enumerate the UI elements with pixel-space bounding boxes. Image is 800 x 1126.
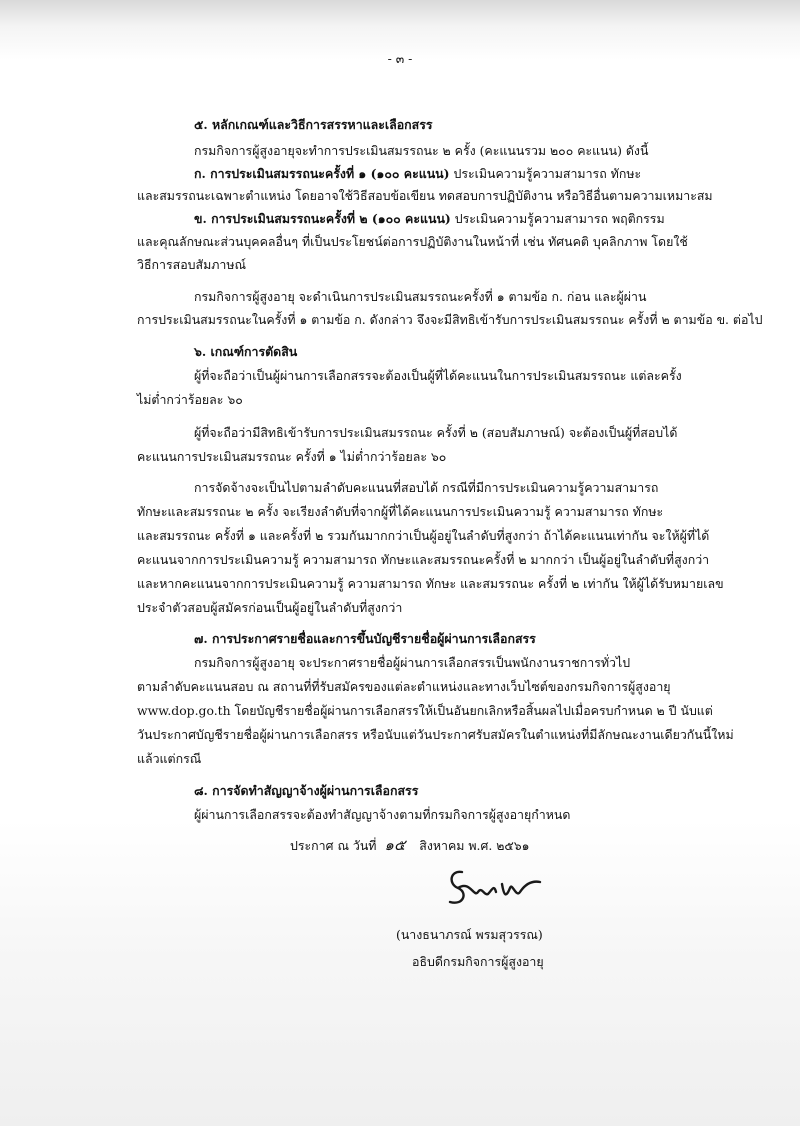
section-6-para3-line2: ทักษะและสมรรถนะ ๒ ครั้ง จะเรียงลำดับที่จากผู้ที่ได้คะแนนการประเมินความรู้ ความสามารถ ทักษะ: [137, 504, 664, 519]
section-6-para3-line4: คะแนนจากการประเมินความรู้ ความสามารถ ทักษะและสมรรถนะครั้งที่ ๒ มากกว่า เป็นผู้อยู่ในลำดับที่สูงกว่า: [137, 552, 710, 567]
signatory-title: อธิบดีกรมกิจการผู้สูงอายุ: [412, 954, 544, 969]
page-number: - ๓ -: [387, 51, 413, 66]
section-6-para2-line2: คะแนนการประเมินสมรรถนะ ครั้งที่ ๑ ไม่ต่ำกว่าร้อยละ ๖๐: [137, 449, 447, 464]
section-7-heading: ๗. การประกาศรายชื่อและการขึ้นบัญชีรายชื่อผู้ผ่านการเลือกสรร: [194, 631, 536, 646]
section-5-item-a: [194, 165, 641, 183]
section-6-para3-line1: การจัดจ้างจะเป็นไปตามลำดับคะแนนที่สอบได้ กรณีที่มีการประเมินความรู้ความสามารถ: [194, 480, 659, 495]
section-6-para2-line1: ผู้ที่จะถือว่ามีสิทธิเข้ารับการประเมินสมรรถนะ ครั้งที่ ๒ (สอบสัมภาษณ์) จะต้องเป็นผู้ที่สอบได้: [194, 425, 678, 440]
scan-shadow-bottom: [0, 820, 800, 1126]
section-6-para3-line3: และสมรรถนะ ครั้งที่ ๑ และครั้งที่ ๒ รวมกันมากกว่าเป็นผู้อยู่ในลำดับที่สูงกว่า ถ้าได้คะแนนเท่ากัน จะให้ผู้ที่ได้: [137, 528, 710, 543]
announcement-date: [290, 836, 530, 855]
section-5-heading: ๕. หลักเกณฑ์และวิธีการสรรหาและเลือกสรร: [194, 117, 433, 132]
signatory-name: (นางธนาภรณ์ พรมสุวรรณ): [396, 927, 543, 942]
section-7-line3: www.dop.go.th โดยบัญชีรายชื่อผู้ผ่านการเลือกสรรให้เป็นอันยกเลิกหรือสิ้นผลไปเมื่อครบกำหนด ๒ ปี นับแต่: [137, 703, 713, 718]
section-7-line2: ตามลำดับคะแนนสอบ ณ สถานที่ที่รับสมัครของแต่ละตำแหน่งและทางเว็บไซต์ของกรมกิจการผู้สูงอายุ: [137, 679, 671, 694]
section-6-para1-line2: ไม่ต่ำกว่าร้อยละ ๖๐: [137, 392, 243, 407]
section-8-line1: ผู้ผ่านการเลือกสรรจะต้องทำสัญญาจ้างตามที่กรมกิจการผู้สูงอายุกำหนด: [194, 807, 571, 822]
signature-image: [440, 862, 560, 912]
section-6-para3-line5: และหากคะแนนจากการประเมินความรู้ ความสามารถ ทักษะ และสมรรถนะ ครั้งที่ ๒ เท่ากัน ให้ผู้ได้รับหมายเลข: [137, 576, 724, 591]
section-5-item-b: [194, 210, 665, 228]
section-7-line5: แล้วแต่กรณี: [137, 751, 202, 766]
section-6-para1-line1: ผู้ที่จะถือว่าเป็นผู้ผ่านการเลือกสรรจะต้องเป็นผู้ที่ได้คะแนนในการประเมินสมรรถนะ แต่ละครั้ง: [194, 368, 682, 383]
item-a-text: ประเมินความรู้ความสามารถ ทักษะ: [453, 166, 642, 181]
section-6-para3-line6: ประจำตัวสอบผู้สมัครก่อนเป็นผู้อยู่ในลำดับที่สูงกว่า: [137, 600, 403, 615]
section-5-item-b-cont2: วิธีการสอบสัมภาษณ์: [137, 257, 247, 272]
section-8-heading: ๘. การจัดทำสัญญาจ้างผู้ผ่านการเลือกสรร: [194, 783, 419, 798]
item-b-title: ข. การประเมินสมรรถนะครั้งที่ ๒ (๑๐๐ คะแนน): [194, 211, 451, 226]
section-5-item-b-cont1: และคุณลักษณะส่วนบุคคลอื่นๆ ที่เป็นประโยชน์ต่อการปฏิบัติงานในหน้าที่ เช่น ทัศนคติ บุคลิกภาพ โดยใช้: [137, 234, 688, 249]
section-5-para3-line2: การประเมินสมรรถนะในครั้งที่ ๑ ตามข้อ ก. ดังกล่าว จึงจะมีสิทธิเข้ารับการประเมินสมรรถนะ ครั้งที่ ๒ ตามข้อ ข. ต่อไป: [137, 312, 763, 327]
item-b-text: ประเมินความรู้ความสามารถ พฤติกรรม: [454, 211, 665, 226]
announcement-month-year: สิงหาคม พ.ศ. ๒๕๖๑: [419, 838, 530, 853]
section-7-line1: กรมกิจการผู้สูงอายุ จะประกาศรายชื่อผู้ผ่านการเลือกสรรเป็นพนักงานราชการทั่วไป: [194, 655, 631, 670]
announcement-prefix: ประกาศ ณ วันที่: [290, 838, 377, 853]
section-5-item-a-cont: และสมรรถนะเฉพาะตำแหน่ง โดยอาจใช้วิธีสอบข้อเขียน ทดสอบการปฏิบัติงาน หรือวิธีอื่นตามความเหมาะสม: [137, 188, 713, 203]
section-7-line4: วันประกาศบัญชีรายชื่อผู้ผ่านการเลือกสรร หรือนับแต่วันประกาศรับสมัครในตำแหน่งที่มีลักษณะงานเดียวกันนี้ใหม่: [137, 727, 734, 742]
section-5-intro: กรมกิจการผู้สูงอายุจะทำการประเมินสมรรถนะ ๒ ครั้ง (คะแนนรวม ๒๐๐ คะแนน) ดังนี้: [194, 143, 649, 158]
item-a-title: ก. การประเมินสมรรถนะครั้งที่ ๑ (๑๐๐ คะแนน): [194, 166, 450, 181]
section-5-para3-line1: กรมกิจการผู้สูงอายุ จะดำเนินการประเมินสมรรถนะครั้งที่ ๑ ตามข้อ ก. ก่อน และผู้ผ่าน: [194, 289, 647, 304]
announcement-day: ๑๕: [384, 836, 406, 854]
section-6-heading: ๖. เกณฑ์การตัดสิน: [194, 344, 298, 359]
